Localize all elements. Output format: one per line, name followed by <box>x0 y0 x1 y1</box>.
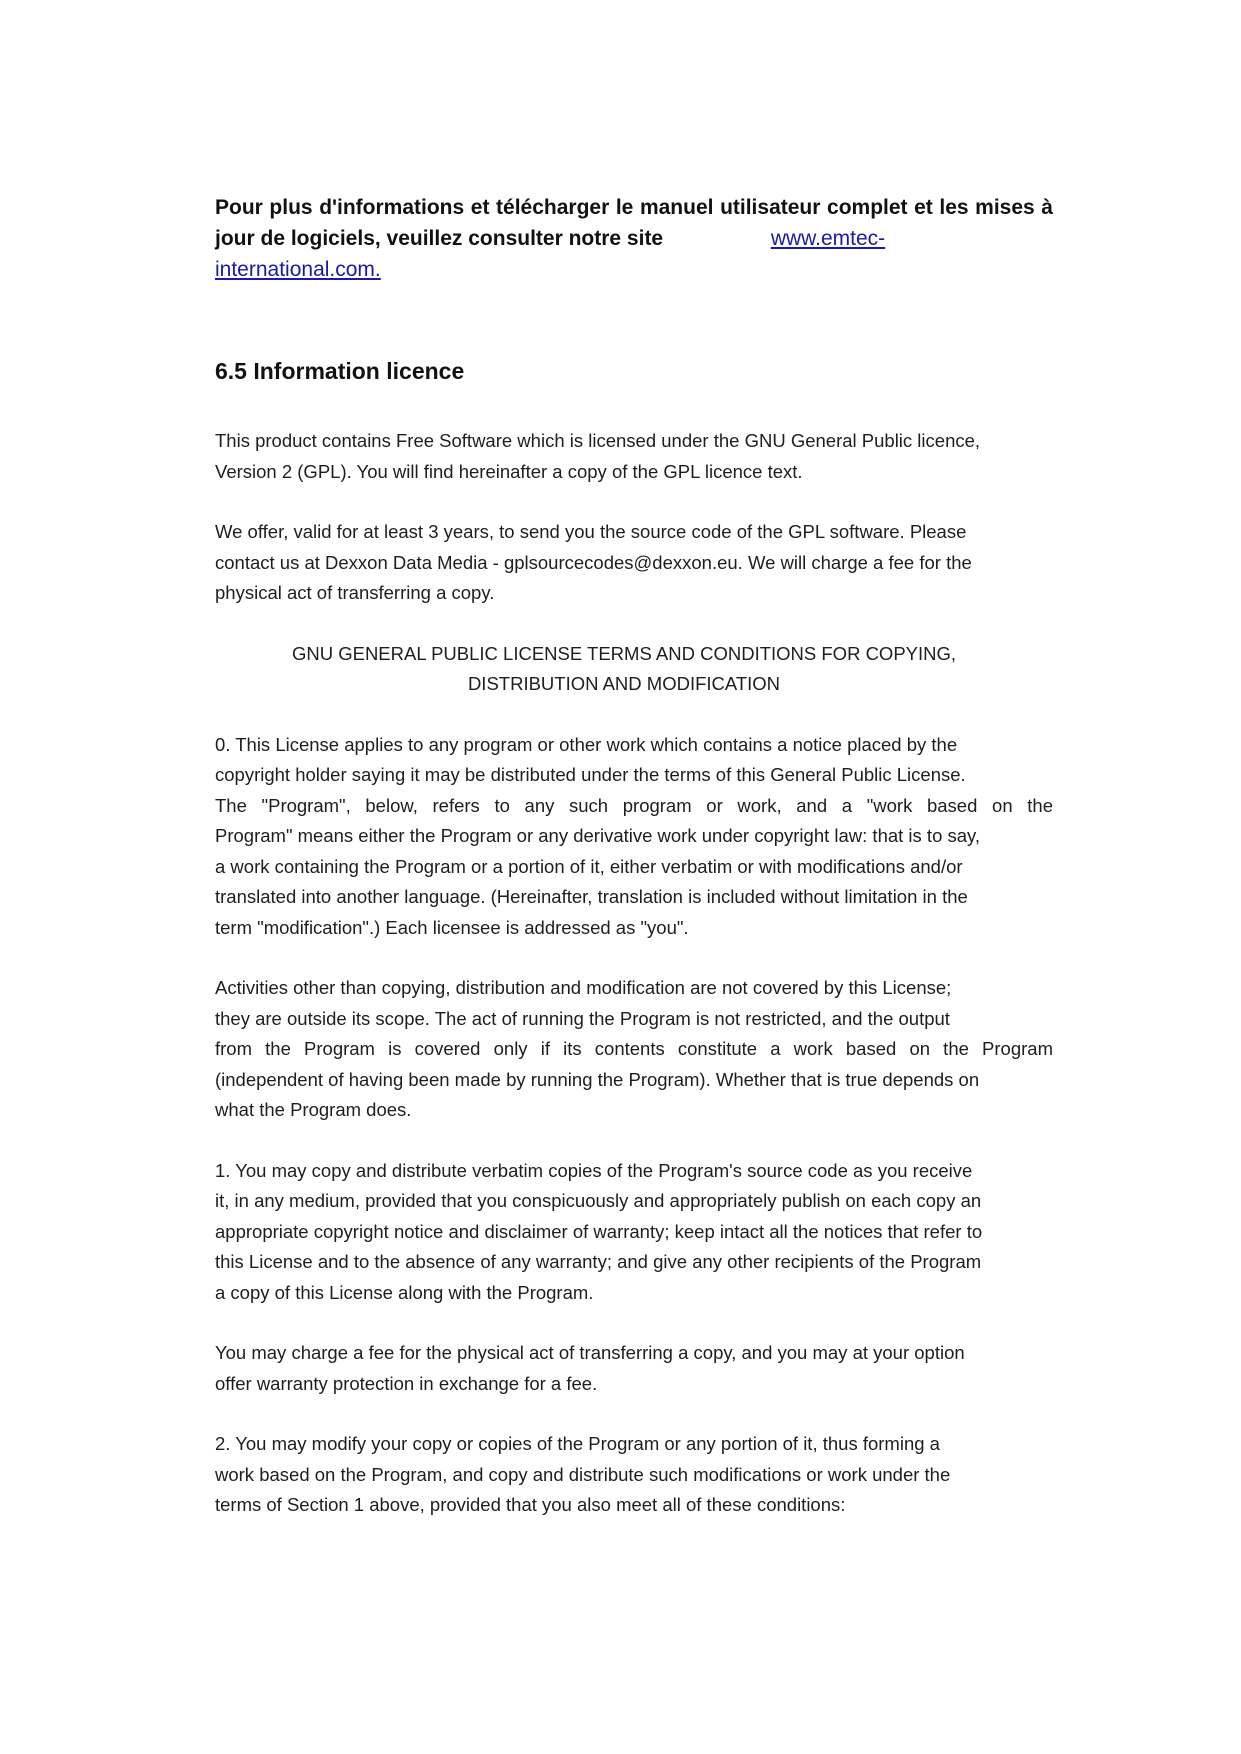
paragraph-section-1 <box>215 1156 1053 1309</box>
text-line: We offer, valid for at least 3 years, to send you the source code of the GPL software. Please <box>215 521 967 542</box>
paragraph-section-2 <box>215 1429 1053 1521</box>
paragraph-fee <box>215 1338 1053 1399</box>
paragraph-source-offer <box>215 517 1053 609</box>
intro-paragraph <box>215 192 1053 285</box>
text-line: copyright holder saying it may be distributed under the terms of this General Public License. <box>215 764 966 785</box>
text-line: terms of Section 1 above, provided that you also meet all of these conditions: <box>215 1494 846 1515</box>
text-line: The "Program", below, refers to any such program or work, and a "work based on the <box>215 794 1053 816</box>
text-line: contact us at Dexxon Data Media - gplsourcecodes@dexxon.eu. We will charge a fee for the <box>215 551 972 573</box>
text-line: they are outside its scope. The act of running the Program is not restricted, and the output <box>215 1007 950 1029</box>
text-line: Version 2 (GPL). You will find hereinafter a copy of the GPL licence text. <box>215 460 803 482</box>
text-line: what the Program does. <box>215 1099 412 1120</box>
license-body <box>215 426 1053 1551</box>
text-line: appropriate copyright notice and disclaimer of warranty; keep intact all the notices that refer to <box>215 1220 983 1242</box>
text-line: it, in any medium, provided that you conspicuously and appropriately publish on each copy an <box>215 1190 982 1211</box>
section-heading: 6.5 Information licence <box>215 358 465 384</box>
paragraph-activities <box>215 973 1053 1126</box>
text-line: 1. You may copy and distribute verbatim copies of the Program's source code as you receive <box>215 1159 973 1181</box>
page-content <box>215 192 1053 1515</box>
text-line: You may charge a fee for the physical act of transferring a copy, and you may at your option <box>215 1342 965 1363</box>
text-line: 2. You may modify your copy or copies of the Program or any portion of it, thus forming a <box>215 1433 940 1454</box>
text-line: this License and to the absence of any warranty; and give any other recipients of the Program <box>215 1251 982 1272</box>
text-line: physical act of transferring a copy. <box>215 582 495 603</box>
text-line: translated into another language. (Hereinafter, translation is included without limitation in the <box>215 886 968 907</box>
text-line: (independent of having been made by running the Program). Whether that is true depends on <box>215 1068 980 1090</box>
intro-text: Pour plus d'informations et télécharger le manuel utilisateur complet et les mises à jour de logiciels, veuillez consulter notre site <box>215 196 1053 250</box>
text-line: GNU GENERAL PUBLIC LICENSE TERMS AND CONDITIONS FOR COPYING, <box>291 642 957 664</box>
text-line: a work containing the Program or a portion of it, either verbatim or with modifications and/or <box>215 855 963 877</box>
text-line: 0. This License applies to any program or other work which contains a notice placed by the <box>215 733 958 755</box>
text-line: a copy of this License along with the Program. <box>215 1281 594 1303</box>
website-link-part1[interactable]: www.emtec- <box>770 227 886 250</box>
text-line: offer warranty protection in exchange for a fee. <box>215 1372 598 1394</box>
text-line: term "modification".) Each licensee is addressed as "you". <box>215 916 689 938</box>
text-line: from the Program is covered only if its contents constitute a work based on the Program <box>215 1038 1053 1059</box>
text-line: This product contains Free Software which is licensed under the GNU General Public licence, <box>215 430 981 451</box>
text-line: work based on the Program, and copy and distribute such modifications or work under the <box>215 1463 951 1485</box>
text-line: DISTRIBUTION AND MODIFICATION <box>467 673 781 694</box>
website-link-part2[interactable]: international.com. <box>215 258 381 281</box>
license-title <box>215 639 1053 700</box>
text-line: Program" means either the Program or any derivative work under copyright law: that is to say, <box>215 825 981 846</box>
paragraph-gpl-notice <box>215 426 1053 487</box>
paragraph-section-0 <box>215 730 1053 944</box>
text-line: Activities other than copying, distribution and modification are not covered by this License; <box>215 977 952 998</box>
